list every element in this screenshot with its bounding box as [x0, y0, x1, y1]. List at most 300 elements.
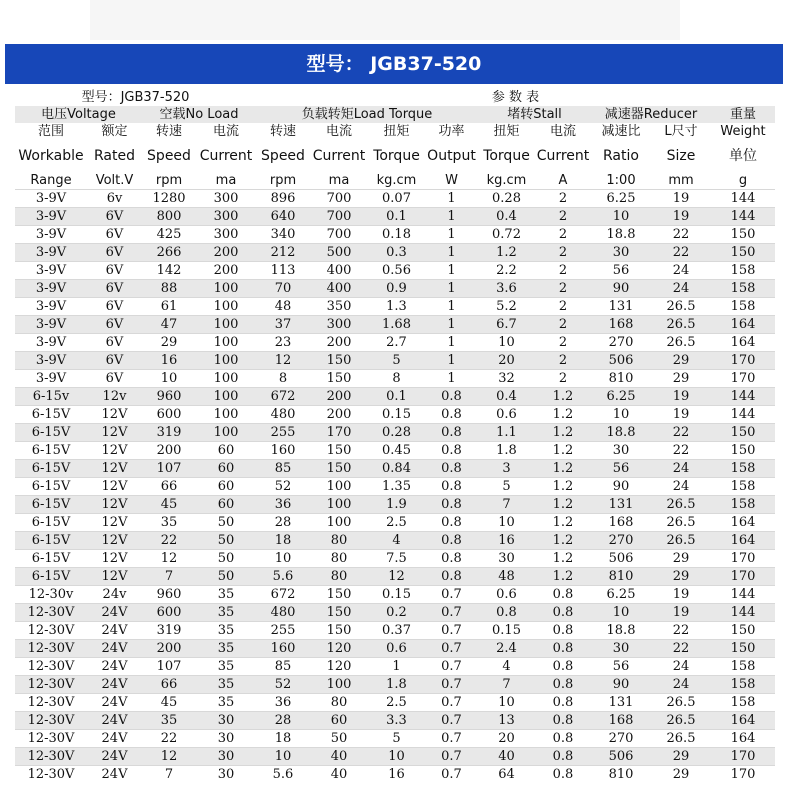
table-cell: 26.5	[651, 730, 711, 748]
table-cell: 3-9V	[15, 262, 87, 280]
table-cell: 35	[142, 514, 196, 532]
table-cell: 22	[142, 532, 196, 550]
header-cn-cell-4: 转速	[269, 124, 296, 139]
table-cell: 2.4	[478, 640, 535, 658]
table-cell: 19	[651, 190, 711, 208]
table-cell: 16	[478, 532, 535, 550]
table-cell: 6.25	[591, 586, 651, 604]
table-cell: 18.8	[591, 622, 651, 640]
table-cell: 0.7	[425, 676, 478, 694]
table-cell: 6-15V	[15, 514, 87, 532]
table-cell: 24v	[87, 586, 142, 604]
table-cell: 60	[196, 442, 256, 460]
table-cell: 1	[425, 316, 478, 334]
table-row	[15, 208, 775, 226]
table-cell: 200	[142, 640, 196, 658]
table-cell: 10	[256, 550, 310, 568]
table-cell: 158	[711, 694, 775, 712]
table-cell: 506	[591, 748, 651, 766]
table-cell: 810	[591, 568, 651, 586]
table-cell: 144	[711, 406, 775, 424]
table-cell: 1.2	[535, 388, 591, 406]
table-cell: 6-15V	[15, 442, 87, 460]
table-cell: 35	[142, 712, 196, 730]
table-row	[15, 730, 775, 748]
table-cell: 3-9V	[15, 334, 87, 352]
table-cell: 19	[651, 586, 711, 604]
stall-group-header: 堵转Stall	[478, 106, 591, 123]
table-cell: 810	[591, 370, 651, 388]
table-cell: 0.18	[368, 226, 425, 244]
table-cell: 700	[310, 208, 368, 226]
header-unit-cell-9: A	[558, 173, 568, 188]
table-cell: 10	[591, 406, 651, 424]
table-cell: 170	[711, 370, 775, 388]
table-cell: 5	[368, 352, 425, 370]
table-cell: 200	[310, 334, 368, 352]
table-cell: 90	[591, 676, 651, 694]
table-cell: 0.8	[425, 496, 478, 514]
table-units-row	[15, 172, 775, 190]
table-cell: 131	[591, 694, 651, 712]
weight-cn-header: 重量	[711, 106, 775, 123]
table-cell: 6V	[87, 208, 142, 226]
table-cell: 10	[591, 604, 651, 622]
table-cell: 6.25	[591, 388, 651, 406]
table-cell: 0.8	[425, 442, 478, 460]
header-unit-cell-2: rpm	[155, 173, 183, 188]
table-cell: 23	[256, 334, 310, 352]
table-cell: 24	[651, 262, 711, 280]
table-cell: 1.2	[535, 478, 591, 496]
model-title-banner: 型号： JGB37-520	[5, 44, 783, 84]
table-cell: 150	[711, 424, 775, 442]
table-cell: 12-30V	[15, 658, 87, 676]
table-cell: 26.5	[651, 514, 711, 532]
table-cell: 0.8	[425, 388, 478, 406]
table-cell: 3.3	[368, 712, 425, 730]
table-cell: 170	[711, 766, 775, 784]
table-cell: 26.5	[651, 712, 711, 730]
table-cell: 6-15V	[15, 532, 87, 550]
table-cell: 107	[142, 460, 196, 478]
table-cell: 10	[142, 370, 196, 388]
table-cell: 12	[256, 352, 310, 370]
table-cell: 164	[711, 730, 775, 748]
table-cell: 0.45	[368, 442, 425, 460]
header-unit-cell-0: Range	[30, 173, 72, 188]
table-cell: 19	[651, 604, 711, 622]
header-en-cell-11: Size	[666, 148, 696, 164]
table-cell: 158	[711, 298, 775, 316]
table-cell: 0.8	[535, 694, 591, 712]
table-cell: 168	[591, 514, 651, 532]
table-cell: 35	[196, 694, 256, 712]
table-cell: 150	[310, 370, 368, 388]
table-cell: 100	[196, 406, 256, 424]
param-table-cell: 参 数 表	[491, 90, 540, 105]
table-cell: 24V	[87, 676, 142, 694]
table-cell: 24	[651, 280, 711, 298]
table-cell: 90	[591, 478, 651, 496]
table-cell: 2.2	[478, 262, 535, 280]
table-row	[15, 280, 775, 298]
header-cn-cell-8: 扭矩	[493, 124, 520, 139]
table-cell: 0.84	[368, 460, 425, 478]
table-cell: 506	[591, 550, 651, 568]
table-cell: 26.5	[651, 298, 711, 316]
table-cell: 6V	[87, 280, 142, 298]
table-cell: 113	[256, 262, 310, 280]
table-cell: 0.7	[425, 730, 478, 748]
table-cell: 13	[478, 712, 535, 730]
table-cell: 1	[425, 208, 478, 226]
table-row	[15, 586, 775, 604]
table-cell: 35	[196, 604, 256, 622]
table-cell: 16	[142, 352, 196, 370]
table-cell: 12-30v	[15, 586, 87, 604]
table-cell: 6-15v	[15, 388, 87, 406]
table-cell: 1	[425, 298, 478, 316]
table-row	[15, 424, 775, 442]
table-row	[15, 334, 775, 352]
table-cell: 480	[256, 604, 310, 622]
table-cell: 150	[711, 226, 775, 244]
table-cell: 10	[256, 748, 310, 766]
table-cell: 0.8	[535, 712, 591, 730]
table-cell: 24V	[87, 640, 142, 658]
table-cell: 170	[310, 424, 368, 442]
table-cell: 29	[651, 352, 711, 370]
table-cell: 164	[711, 532, 775, 550]
header-unit-cell-5: ma	[328, 173, 350, 188]
table-cell: 2	[535, 370, 591, 388]
table-cell: 20	[478, 352, 535, 370]
table-cell: 22	[651, 442, 711, 460]
table-cell: 164	[711, 712, 775, 730]
table-cell: 6-15V	[15, 478, 87, 496]
table-cell: 0.8	[535, 676, 591, 694]
table-cell: 0.1	[368, 208, 425, 226]
table-cell: 0.8	[425, 424, 478, 442]
table-cell: 1.2	[535, 514, 591, 532]
table-header-row-2	[15, 106, 775, 123]
table-row	[15, 460, 775, 478]
table-cell: 24V	[87, 694, 142, 712]
table-cell: 400	[310, 262, 368, 280]
table-cell: 200	[196, 262, 256, 280]
table-cell: 0.15	[368, 406, 425, 424]
table-cell: 319	[142, 622, 196, 640]
table-cell: 200	[196, 244, 256, 262]
header-en-cell-10: Ratio	[603, 148, 639, 164]
header-cn-cell-10: 减速比	[601, 124, 641, 139]
table-cell: 1	[425, 190, 478, 208]
table-cell: 1.9	[368, 496, 425, 514]
table-cell: 672	[256, 586, 310, 604]
table-cell: 12V	[87, 478, 142, 496]
table-cell: 144	[711, 208, 775, 226]
table-cell: 60	[196, 460, 256, 478]
table-row	[15, 298, 775, 316]
table-cell: 24	[651, 478, 711, 496]
table-cell: 12-30V	[15, 766, 87, 784]
table-cell: 19	[651, 208, 711, 226]
table-cell: 0.1	[368, 388, 425, 406]
table-cell: 144	[711, 604, 775, 622]
table-row	[15, 262, 775, 280]
table-cell: 24V	[87, 712, 142, 730]
table-cell: 0.7	[425, 658, 478, 676]
table-cell: 6v	[87, 190, 142, 208]
table-cell: 1.2	[478, 244, 535, 262]
table-cell: 12	[142, 748, 196, 766]
table-cell: 200	[142, 442, 196, 460]
table-cell: 0.56	[368, 262, 425, 280]
table-cell: 0.8	[425, 568, 478, 586]
table-cell: 18	[256, 730, 310, 748]
table-cell: 12V	[87, 532, 142, 550]
noload-group-header: 空载No Load	[142, 106, 256, 123]
reducer-group-header: 减速器Reducer	[591, 106, 711, 123]
table-row	[15, 244, 775, 262]
table-cell: 3	[478, 460, 535, 478]
table-cell: 2	[535, 352, 591, 370]
table-cell: 700	[310, 226, 368, 244]
table-cell: 158	[711, 460, 775, 478]
table-cell: 40	[310, 748, 368, 766]
table-cell: 480	[256, 406, 310, 424]
table-cell: 6-15V	[15, 568, 87, 586]
table-cell: 30	[196, 766, 256, 784]
header-en-cell-3: Current	[199, 148, 253, 164]
table-cell: 29	[142, 334, 196, 352]
header-en-cell-0: Workable	[18, 148, 84, 164]
table-cell: 6-15V	[15, 424, 87, 442]
table-cell: 40	[478, 748, 535, 766]
table-cell: 1	[425, 280, 478, 298]
table-row	[15, 676, 775, 694]
table-cell: 6V	[87, 316, 142, 334]
table-cell: 270	[591, 730, 651, 748]
table-cell: 6-15V	[15, 460, 87, 478]
table-cell: 12v	[87, 388, 142, 406]
table-cell: 48	[478, 568, 535, 586]
table-cell: 3-9V	[15, 190, 87, 208]
table-cell: 5.6	[256, 568, 310, 586]
header-unit-cell-12: g	[738, 173, 748, 188]
table-row	[15, 316, 775, 334]
table-cell: 6V	[87, 262, 142, 280]
table-cell: 26.5	[651, 532, 711, 550]
header-unit-cell-8: kg.cm	[486, 173, 527, 188]
table-cell: 0.07	[368, 190, 425, 208]
table-cell: 12V	[87, 568, 142, 586]
table-cell: 0.6	[368, 640, 425, 658]
table-cell: 300	[310, 316, 368, 334]
table-cell: 61	[142, 298, 196, 316]
table-cell: 1	[425, 244, 478, 262]
table-cell: 7	[142, 766, 196, 784]
table-cell: 16	[368, 766, 425, 784]
table-cell: 22	[651, 622, 711, 640]
table-cell: 2.5	[368, 694, 425, 712]
table-cell: 0.7	[425, 640, 478, 658]
table-row	[15, 640, 775, 658]
table-cell: 12V	[87, 496, 142, 514]
table-cell: 2.7	[368, 334, 425, 352]
table-cell: 0.8	[535, 748, 591, 766]
table-cell: 18	[256, 532, 310, 550]
header-unit-cell-7: W	[445, 173, 458, 188]
table-cell: 85	[256, 658, 310, 676]
table-cell: 29	[651, 748, 711, 766]
table-cell: 12V	[87, 424, 142, 442]
voltage-group-header: 电压Voltage	[15, 106, 142, 123]
table-cell: 340	[256, 226, 310, 244]
table-cell: 10	[478, 694, 535, 712]
table-cell: 5.2	[478, 298, 535, 316]
table-cell: 12V	[87, 550, 142, 568]
table-cell: 12	[142, 550, 196, 568]
table-cell: 300	[196, 208, 256, 226]
table-cell: 36	[256, 694, 310, 712]
table-cell: 10	[478, 514, 535, 532]
table-cell: 10	[368, 748, 425, 766]
table-cell: 12-30V	[15, 694, 87, 712]
table-cell: 1280	[142, 190, 196, 208]
header-cn-cell-1: 额定	[101, 124, 128, 139]
table-cell: 5.6	[256, 766, 310, 784]
table-row	[15, 568, 775, 586]
table-cell: 158	[711, 496, 775, 514]
table-cell: 80	[310, 694, 368, 712]
table-cell: 6V	[87, 352, 142, 370]
table-cell: 100	[196, 370, 256, 388]
table-cell: 150	[310, 586, 368, 604]
table-cell: 0.7	[425, 604, 478, 622]
table-cell: 2	[535, 262, 591, 280]
table-header-row-cn	[15, 123, 775, 140]
table-cell: 350	[310, 298, 368, 316]
table-cell: 80	[310, 568, 368, 586]
header-cn-cell-7: 功率	[438, 124, 465, 139]
table-cell: 6V	[87, 334, 142, 352]
table-cell: 28	[256, 514, 310, 532]
table-cell: 0.4	[478, 208, 535, 226]
table-cell: 100	[196, 352, 256, 370]
table-cell: 1	[425, 334, 478, 352]
header-unit-cell-3: ma	[215, 173, 237, 188]
table-cell: 0.2	[368, 604, 425, 622]
table-cell: 2	[535, 298, 591, 316]
table-cell: 12-30V	[15, 622, 87, 640]
table-cell: 2	[535, 280, 591, 298]
table-cell: 7.5	[368, 550, 425, 568]
header-cn-cell-9: 电流	[549, 124, 576, 139]
table-cell: 47	[142, 316, 196, 334]
table-cell: 24	[651, 460, 711, 478]
table-cell: 1.2	[535, 442, 591, 460]
table-cell: 2	[535, 244, 591, 262]
table-cell: 18.8	[591, 226, 651, 244]
table-cell: 30	[196, 730, 256, 748]
table-cell: 24V	[87, 748, 142, 766]
table-cell: 19	[651, 406, 711, 424]
table-cell: 640	[256, 208, 310, 226]
table-cell: 30	[591, 640, 651, 658]
table-cell: 30	[196, 712, 256, 730]
table-cell: 0.8	[535, 640, 591, 658]
table-cell: 120	[310, 658, 368, 676]
table-cell: 35	[196, 676, 256, 694]
table-cell: 80	[310, 532, 368, 550]
table-cell: 160	[256, 640, 310, 658]
table-cell: 200	[310, 406, 368, 424]
table-cell: 6V	[87, 244, 142, 262]
table-cell: 3-9V	[15, 316, 87, 334]
table-row	[15, 766, 775, 784]
table-cell: 144	[711, 388, 775, 406]
table-cell: 8	[368, 370, 425, 388]
table-cell: 50	[196, 550, 256, 568]
table-cell: 600	[142, 406, 196, 424]
table-cell: 29	[651, 568, 711, 586]
table-cell: 100	[310, 514, 368, 532]
table-cell: 158	[711, 658, 775, 676]
table-cell: 960	[142, 388, 196, 406]
table-cell: 107	[142, 658, 196, 676]
table-cell: 158	[711, 676, 775, 694]
table-cell: 22	[142, 730, 196, 748]
table-cell: 60	[196, 478, 256, 496]
table-row	[15, 658, 775, 676]
table-cell: 1.8	[368, 676, 425, 694]
table-cell: 0.8	[535, 766, 591, 784]
table-cell: 24V	[87, 766, 142, 784]
header-unit-cell-1: Volt.V	[95, 173, 134, 188]
table-cell: 4	[368, 532, 425, 550]
table-cell: 0.6	[478, 406, 535, 424]
table-cell: 12	[368, 568, 425, 586]
table-cell: 5	[478, 478, 535, 496]
table-cell: 2	[535, 190, 591, 208]
table-row	[15, 226, 775, 244]
table-cell: 6.25	[591, 190, 651, 208]
table-cell: 0.8	[535, 586, 591, 604]
header-en-cell-6: Torque	[373, 148, 420, 164]
table-cell: 158	[711, 478, 775, 496]
table-cell: 120	[310, 640, 368, 658]
table-cell: 35	[196, 658, 256, 676]
table-cell: 12-30V	[15, 604, 87, 622]
table-cell: 255	[256, 424, 310, 442]
table-cell: 3-9V	[15, 280, 87, 298]
table-cell: 1.2	[535, 550, 591, 568]
table-cell: 1	[368, 658, 425, 676]
table-cell: 1.1	[478, 424, 535, 442]
table-cell: 64	[478, 766, 535, 784]
header-en-cell-4: Speed	[261, 148, 305, 164]
table-row	[15, 514, 775, 532]
table-cell: 50	[310, 730, 368, 748]
table-cell: 266	[142, 244, 196, 262]
table-cell: 150	[310, 460, 368, 478]
table-cell: 6-15V	[15, 550, 87, 568]
header-unit-cell-4: rpm	[269, 173, 297, 188]
table-cell: 56	[591, 262, 651, 280]
table-cell: 35	[196, 622, 256, 640]
